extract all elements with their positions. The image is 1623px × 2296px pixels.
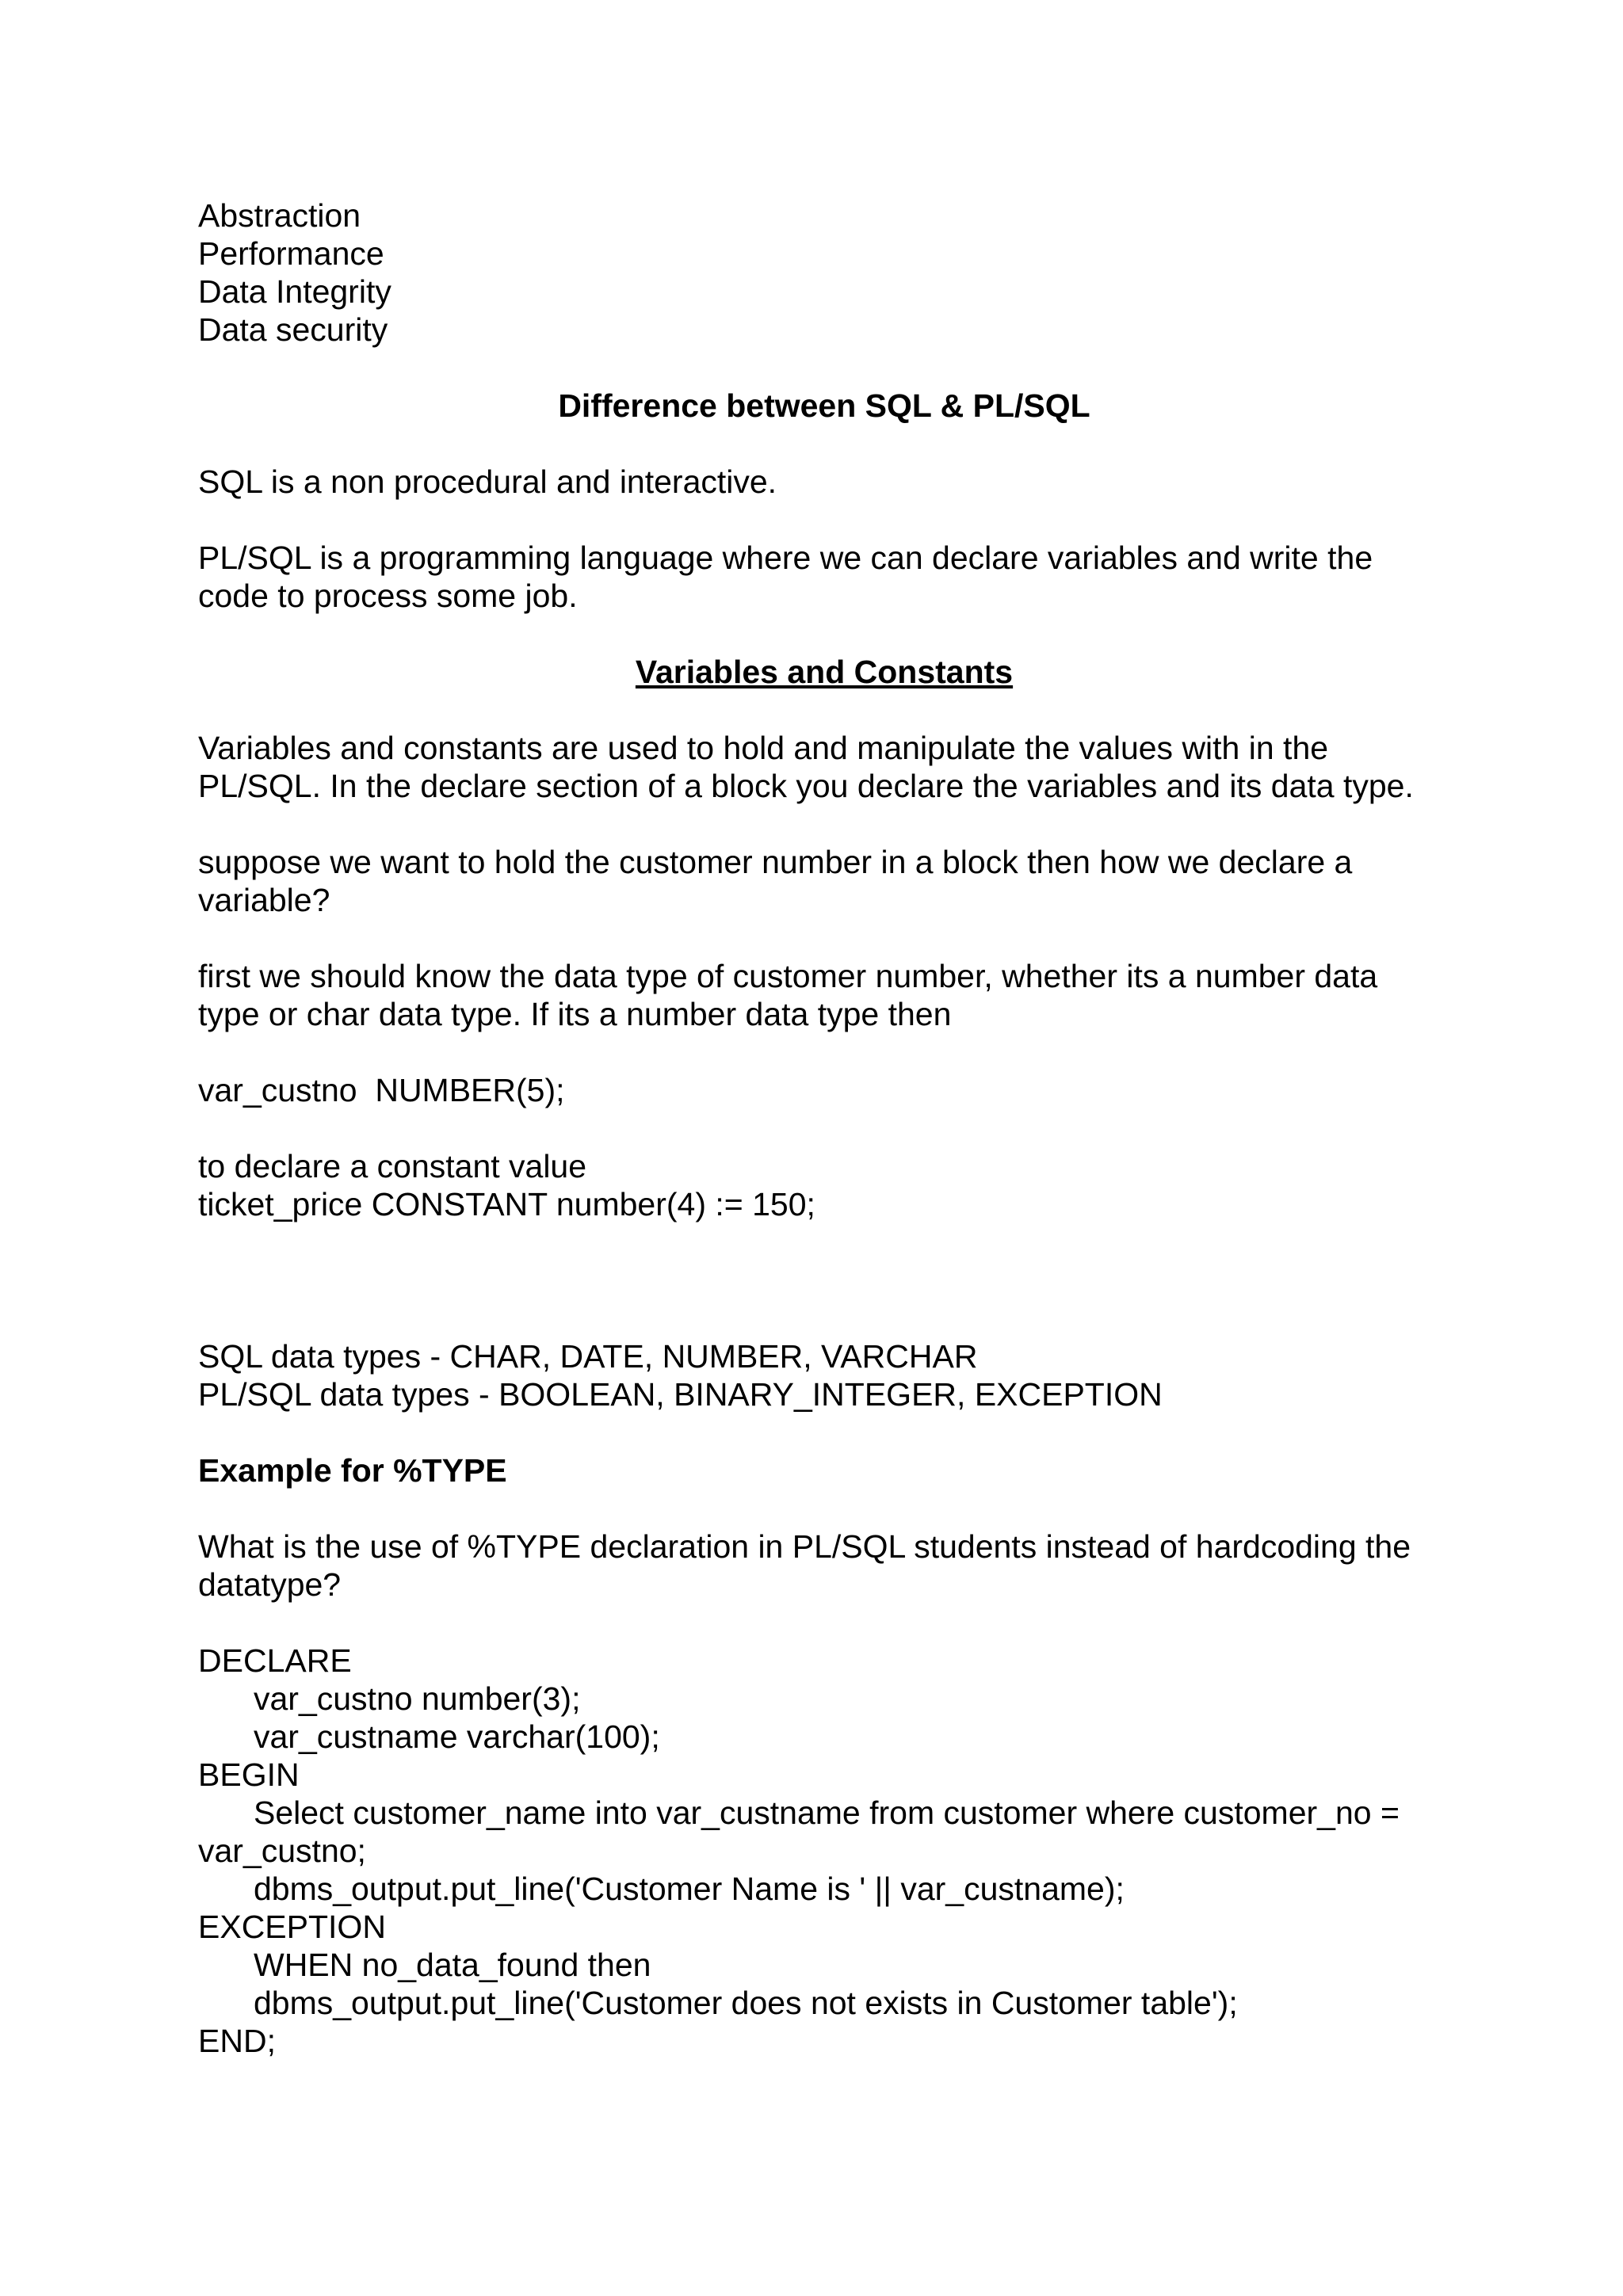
constant-example: ticket_price CONSTANT number(4) := 150;: [198, 1186, 815, 1222]
code-line: END;: [198, 2023, 276, 2059]
paragraph-customer-line: variable?: [198, 882, 330, 918]
code-line: var_custname varchar(100);: [254, 1718, 660, 1755]
declaration-example: var_custno NUMBER(5);: [198, 1072, 565, 1108]
code-block: [198, 1642, 1450, 2060]
paragraph-variables-line: Variables and constants are used to hold and manipulate the values with in the: [198, 730, 1329, 766]
paragraph-plsql-line: code to process some job.: [198, 578, 578, 614]
document-page: [198, 196, 1450, 2060]
code-line: EXCEPTION: [198, 1909, 386, 1945]
code-line: var_custno number(3);: [254, 1680, 581, 1717]
intro-item: Data Integrity: [198, 273, 391, 310]
code-line: BEGIN: [198, 1756, 300, 1793]
paragraph-customer-line: suppose we want to hold the customer number in a block then how we declare a: [198, 844, 1353, 880]
heading-type-example: Example for %TYPE: [198, 1452, 507, 1489]
paragraph-sql: SQL is a non procedural and interactive.: [198, 463, 777, 500]
constant-intro: to declare a constant value: [198, 1148, 587, 1184]
code-line: var_custno;: [198, 1833, 366, 1869]
heading-sql-vs-plsql: Difference between SQL & PL/SQL: [558, 387, 1090, 424]
paragraph-plsql-line: PL/SQL is a programming language where we can declare variables and write the: [198, 540, 1373, 576]
code-line: dbms_output.put_line('Customer Name is ' || var_custname);: [254, 1871, 1125, 1907]
plsql-datatypes: PL/SQL data types - BOOLEAN, BINARY_INTEGER, EXCEPTION: [198, 1376, 1163, 1413]
sql-datatypes: SQL data types - CHAR, DATE, NUMBER, VARCHAR: [198, 1338, 978, 1375]
paragraph-datatype-line: type or char data type. If its a number data type then: [198, 996, 952, 1032]
question-line: datatype?: [198, 1566, 342, 1603]
paragraph-variables-line: PL/SQL. In the declare section of a block you declare the variables and its data type.: [198, 768, 1414, 804]
intro-item: Data security: [198, 311, 388, 348]
code-line: WHEN no_data_found then: [254, 1947, 651, 1983]
intro-item: Performance: [198, 235, 384, 272]
code-line: DECLARE: [198, 1642, 352, 1679]
code-line: dbms_output.put_line('Customer does not exists in Customer table');: [254, 1985, 1238, 2021]
intro-item: Abstraction: [198, 197, 361, 234]
question-line: What is the use of %TYPE declaration in PL/SQL students instead of hardcoding the: [198, 1528, 1411, 1565]
code-line: Select customer_name into var_custname from customer where customer_no =: [254, 1794, 1400, 1831]
heading-variables-constants: Variables and Constants: [635, 654, 1014, 690]
paragraph-datatype-line: first we should know the data type of customer number, whether its a number data: [198, 958, 1378, 994]
intro-list: [198, 196, 1450, 349]
